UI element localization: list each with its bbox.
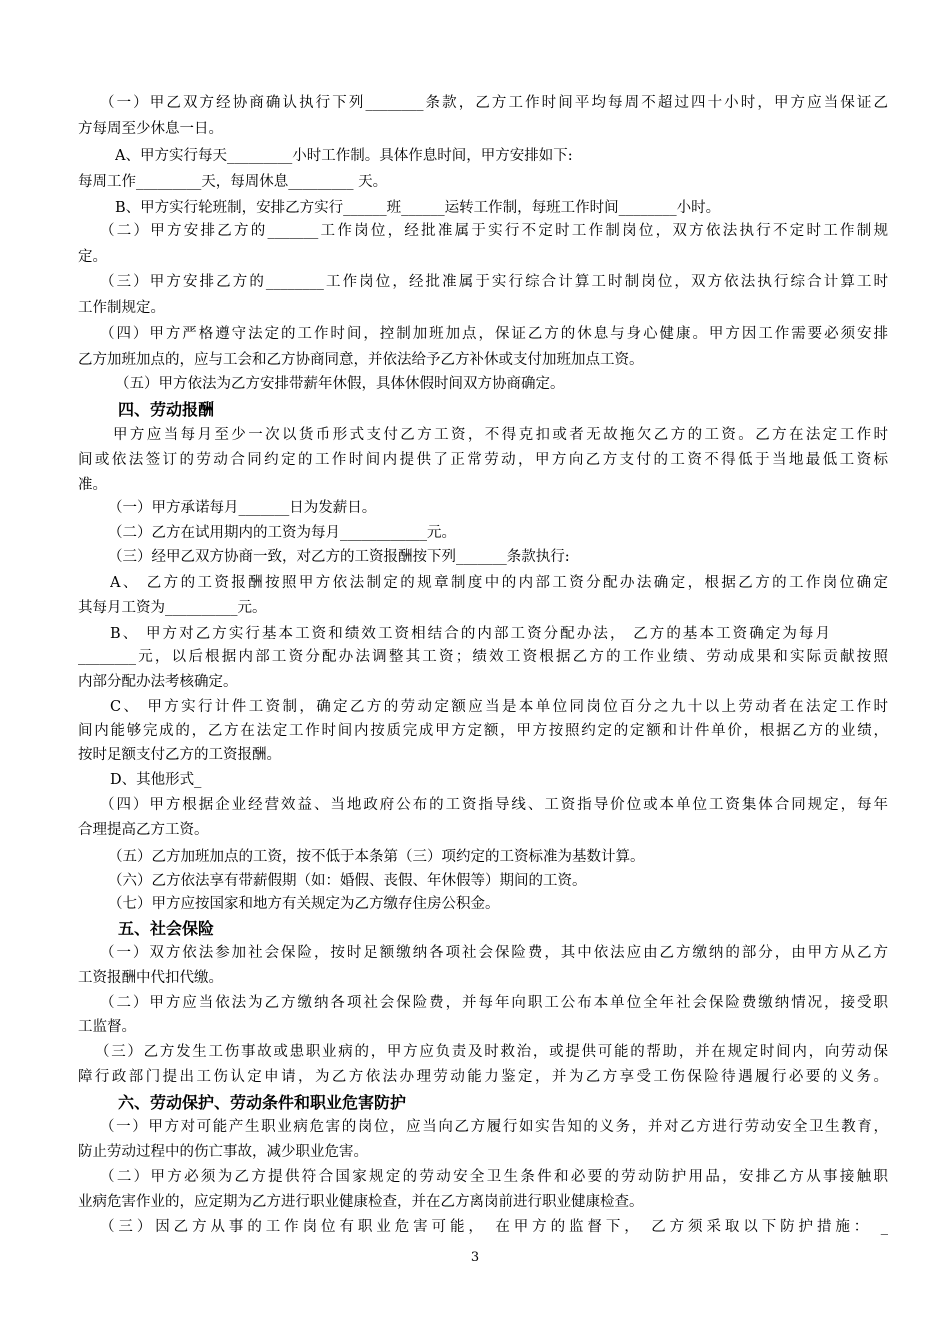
text-line: D、其他形式_ xyxy=(110,772,202,788)
text-line: （四）甲方严格遵守法定的工作时间，控制加班加点，保证乙方的休息与身心健康。甲方因工作需要必须安排 xyxy=(100,326,888,342)
page-number: 3 xyxy=(470,1250,480,1265)
text-line: （二）甲方应当依法为乙方缴纳各项社会保险费，并每年向职工公布本单位全年社会保险费缴纳情况，接受职 xyxy=(100,995,888,1011)
text-line: B、 甲方对乙方实行基本工资和绩效工资相结合的内部工资分配办法， 乙方的基本工资确定为每月 xyxy=(110,626,830,642)
text-line: 业病危害作业的，应定期为乙方进行职业健康检查，并在乙方离岗前进行职业健康检查。 xyxy=(78,1194,644,1210)
text-line: 防止劳动过程中的伤亡事故，减少职业危害。 xyxy=(78,1144,368,1160)
text-line: （三）乙方发生工伤事故或患职业病的，甲方应负责及时救治，或提供可能的帮助，并在规定时间内，向劳动保 xyxy=(95,1044,888,1060)
text-line: B、甲方实行轮班制，安排乙方实行______班______运转工作制，每班工作时间________小时。 xyxy=(115,200,721,216)
text-line: （一）甲乙双方经协商确认执行下列________条款，乙方工作时间平均每周不超过四十小时，甲方应当保证乙 xyxy=(100,95,888,111)
text-line: 工监督。 xyxy=(78,1019,136,1035)
text-line: 每周工作_________天，每周休息_________ 天。 xyxy=(78,174,388,190)
text-line: ________元，以后根据内部工资分配办法调整其工资；绩效工资根据乙方的工作业绩、劳动成果和实际贡献按照 xyxy=(78,649,888,665)
text-line: C、 甲方实行计件工资制，确定乙方的劳动定额应当是本单位同岗位百分之九十以上劳动者在法定工作时 xyxy=(110,699,888,715)
text-line: 按时足额支付乙方的工资报酬。 xyxy=(78,747,281,763)
text-line: 合理提高乙方工资。 xyxy=(78,822,209,838)
text-line: 内部分配办法考核确定。 xyxy=(78,674,238,690)
text-line: （四）甲方根据企业经营效益、当地政府公布的工资指导线、工资指导价位或本单位工资集体合同规定，每年 xyxy=(100,797,888,813)
text-line: 间或依法签订的劳动合同约定的工作时间内提供了正常劳动，甲方向乙方支付的工资不得低于当地最低工资标 xyxy=(78,452,888,468)
text-line: 障行政部门提出工伤认定申请，为乙方依法办理劳动能力鉴定，并为乙方享受工伤保险待遇履行必要的义务。 xyxy=(78,1069,888,1085)
text-line: （二）乙方在试用期内的工资为每月____________元。 xyxy=(108,525,456,541)
section-heading: 六、劳动保护、劳动条件和职业危害防护 xyxy=(118,1093,407,1112)
text-line: 准。 xyxy=(78,477,107,493)
text-line: （二）甲方安排乙方的_______工作岗位，经批准属于实行不定时工作制岗位，双方依法执行不定时工作制规 xyxy=(100,223,888,239)
text-line: 工资报酬中代扣代缴。 xyxy=(78,970,223,986)
text-line: 乙方加班加点的，应与工会和乙方协商同意，并依法给予乙方补休或支付加班加点工资。 xyxy=(78,352,644,368)
text-line: 甲方应当每月至少一次以货币形式支付乙方工资，不得克扣或者无故拖欠乙方的工资。乙方在法定工作时 xyxy=(113,427,888,443)
text-line: （三）因乙方从事的工作岗位有职业危害可能， 在甲方的监督下， 乙方须采取以下防护措施： _ xyxy=(100,1219,888,1235)
text-line: （五）乙方加班加点的工资，按不低于本条第（三）项约定的工资标准为基数计算。 xyxy=(108,849,645,865)
text-line: （一）甲方承诺每月_______日为发薪日。 xyxy=(108,500,377,516)
text-line: （七）甲方应按国家和地方有关规定为乙方缴存住房公积金。 xyxy=(108,896,500,912)
text-line: （一）双方依法参加社会保险，按时足额缴纳各项社会保险费，其中依法应由乙方缴纳的部分，由甲方从乙方 xyxy=(100,945,888,961)
text-line: （五）甲方依法为乙方安排带薪年休假，具体休假时间双方协商确定。 xyxy=(115,376,565,392)
text-line: （六）乙方依法享有带薪假期（如：婚假、丧假、年休假等）期间的工资。 xyxy=(108,873,587,889)
section-heading: 五、社会保险 xyxy=(118,919,215,938)
text-line: （一）甲方对可能产生职业病危害的岗位，应当向乙方履行如实告知的义务，并对乙方进行劳动安全卫生教育， xyxy=(100,1119,888,1135)
text-line: A、甲方实行每天_________小时工作制。具体作息时间，甲方安排如下: xyxy=(115,148,573,164)
text-line: （三）经甲乙双方协商一致，对乙方的工资报酬按下列_______条款执行: xyxy=(108,549,570,565)
section-heading: 四、劳动报酬 xyxy=(118,400,215,419)
text-line: 其每月工资为__________元。 xyxy=(78,600,267,616)
text-line: （二）甲方必须为乙方提供符合国家规定的劳动安全卫生条件和必要的劳动防护用品，安排乙方从事接触职 xyxy=(100,1169,888,1185)
text-line: A、 乙方的工资报酬按照甲方依法制定的规章制度中的内部工资分配办法确定，根据乙方的工作岗位确定 xyxy=(110,575,888,591)
text-line: 方每周至少休息一日。 xyxy=(78,121,223,137)
text-line: 定。 xyxy=(78,249,107,265)
text-line: （三）甲方安排乙方的________工作岗位，经批准属于实行综合计算工时制岗位，双方依法执行综合计算工时 xyxy=(100,274,888,290)
text-line: 间内能够完成的，乙方在法定工作时间内按质完成甲方定额，甲方按照约定的定额和计件单价，根据乙方的业绩， xyxy=(78,723,888,739)
text-line: 工作制规定。 xyxy=(78,300,165,316)
